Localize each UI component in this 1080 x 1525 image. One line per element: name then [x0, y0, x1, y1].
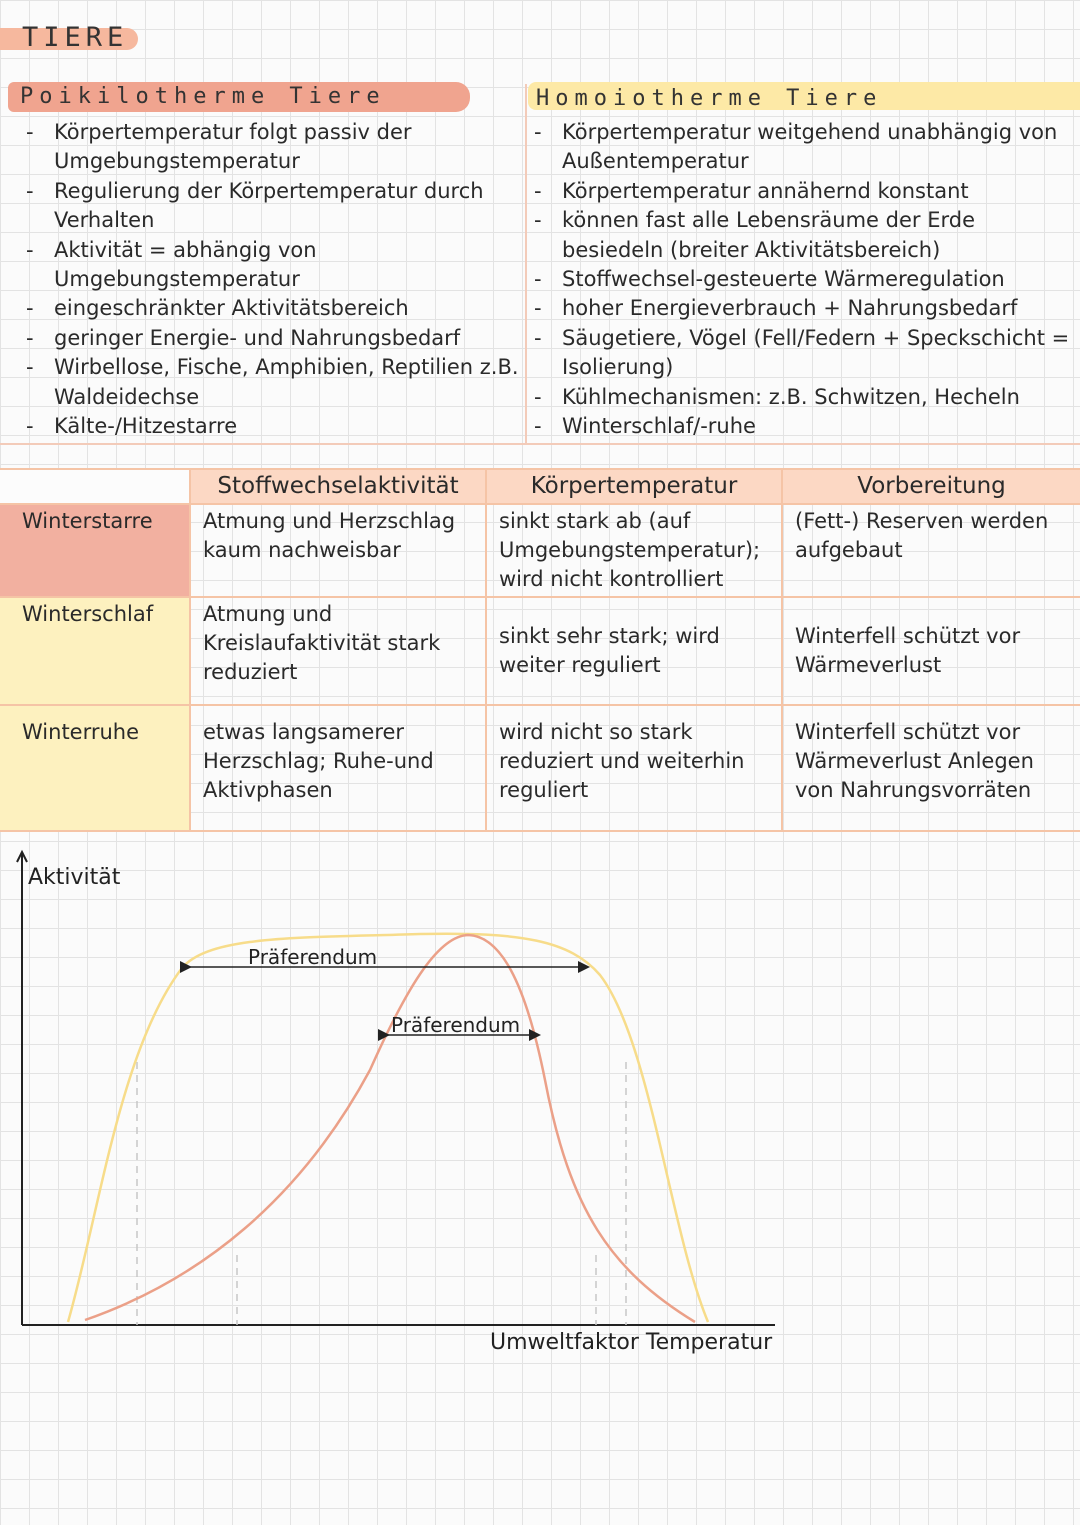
narrow-tolerance-curve — [85, 935, 695, 1322]
list-item: - hoher Energieverbrauch + Nahrungsbedarf — [528, 294, 1073, 323]
table-cell: wird nicht so stark reduziert und weiterhin reguliert — [486, 705, 782, 831]
homoiotherm-list — [528, 118, 1073, 441]
list-item: - Stoffwechsel-gesteuerte Wärmeregulation — [528, 265, 1073, 294]
list-item: - Kühlmechanismen: z.B. Schwitzen, Hecheln — [528, 383, 1073, 412]
list-item: - Körpertemperatur folgt passiv der Umgebungstemperatur — [20, 118, 520, 177]
list-item: - Säugetiere, Vögel (Fell/Federn + Speckschicht = Isolierung) — [528, 324, 1073, 383]
table-cell: Atmung und Kreislaufaktivität stark reduziert — [190, 597, 486, 705]
row-label: Winterruhe — [0, 705, 190, 831]
table-cell: Winterfell schützt vor Wärmeverlust Anlegen von Nahrungsvorräten — [782, 705, 1080, 831]
table-row — [0, 504, 1080, 597]
table-cell: (Fett-) Reserven werden aufgebaut — [782, 504, 1080, 597]
list-item: - Kälte-/Hitzestarre — [20, 412, 520, 441]
column-divider — [525, 84, 527, 444]
table-header-row — [0, 469, 1080, 504]
table-cell: sinkt stark ab (auf Umgebungstemperatur); wird nicht kontrolliert — [486, 504, 782, 597]
wide-preferendum-label: Präferendum — [248, 945, 378, 969]
list-item: - Aktivität = abhängig von Umgebungstemperatur — [20, 236, 520, 295]
poikilotherm-heading: Poikilotherme Tiere — [20, 84, 386, 109]
list-item: - Wirbellose, Fische, Amphibien, Reptilien z.B. Waldeidechse — [20, 353, 520, 412]
table-cell: etwas langsamerer Herzschlag; Ruhe-und Aktivphasen — [190, 705, 486, 831]
list-item: - geringer Energie- und Nahrungsbedarf — [20, 324, 520, 353]
row-label: Winterschlaf — [0, 597, 190, 705]
row-label: Winterstarre — [0, 504, 190, 597]
list-item: - Körpertemperatur annähernd konstant — [528, 177, 1073, 206]
table-header-corner — [0, 469, 190, 504]
table-header-vorbereitung: Vorbereitung — [782, 469, 1080, 504]
table-row — [0, 597, 1080, 705]
y-axis-label: Aktivität — [28, 865, 121, 890]
table-cell: Atmung und Herzschlag kaum nachweisbar — [190, 504, 486, 597]
list-item: - können fast alle Lebensräume der Erde besiedeln (breiter Aktivitätsbereich) — [528, 206, 1073, 265]
page-title: TIERE — [22, 22, 129, 53]
wide-tolerance-curve — [68, 934, 708, 1322]
table-header-stoffwechsel: Stoffwechselaktivität — [190, 469, 486, 504]
section-divider — [0, 443, 1080, 445]
homoiotherm-heading: Homoiotherme Tiere — [536, 86, 883, 111]
table-row — [0, 705, 1080, 831]
hibernation-table — [0, 468, 1080, 832]
list-item: - Regulierung der Körpertemperatur durch Verhalten — [20, 177, 520, 236]
list-item: - Körpertemperatur weitgehend unabhängig von Außentemperatur — [528, 118, 1073, 177]
tolerance-diagram — [0, 840, 1080, 1370]
table-header-temperatur: Körpertemperatur — [486, 469, 782, 504]
table-cell: Winterfell schützt vor Wärmeverlust — [782, 597, 1080, 705]
narrow-preferendum-label: Präferendum — [391, 1013, 521, 1037]
list-item: - Winterschlaf/-ruhe — [528, 412, 1073, 441]
poikilotherm-list — [20, 118, 520, 441]
list-item: - eingeschränkter Aktivitätsbereich — [20, 294, 520, 323]
table-cell: sinkt sehr stark; wird weiter reguliert — [486, 597, 782, 705]
x-axis-label: Umweltfaktor Temperatur — [490, 1330, 773, 1355]
